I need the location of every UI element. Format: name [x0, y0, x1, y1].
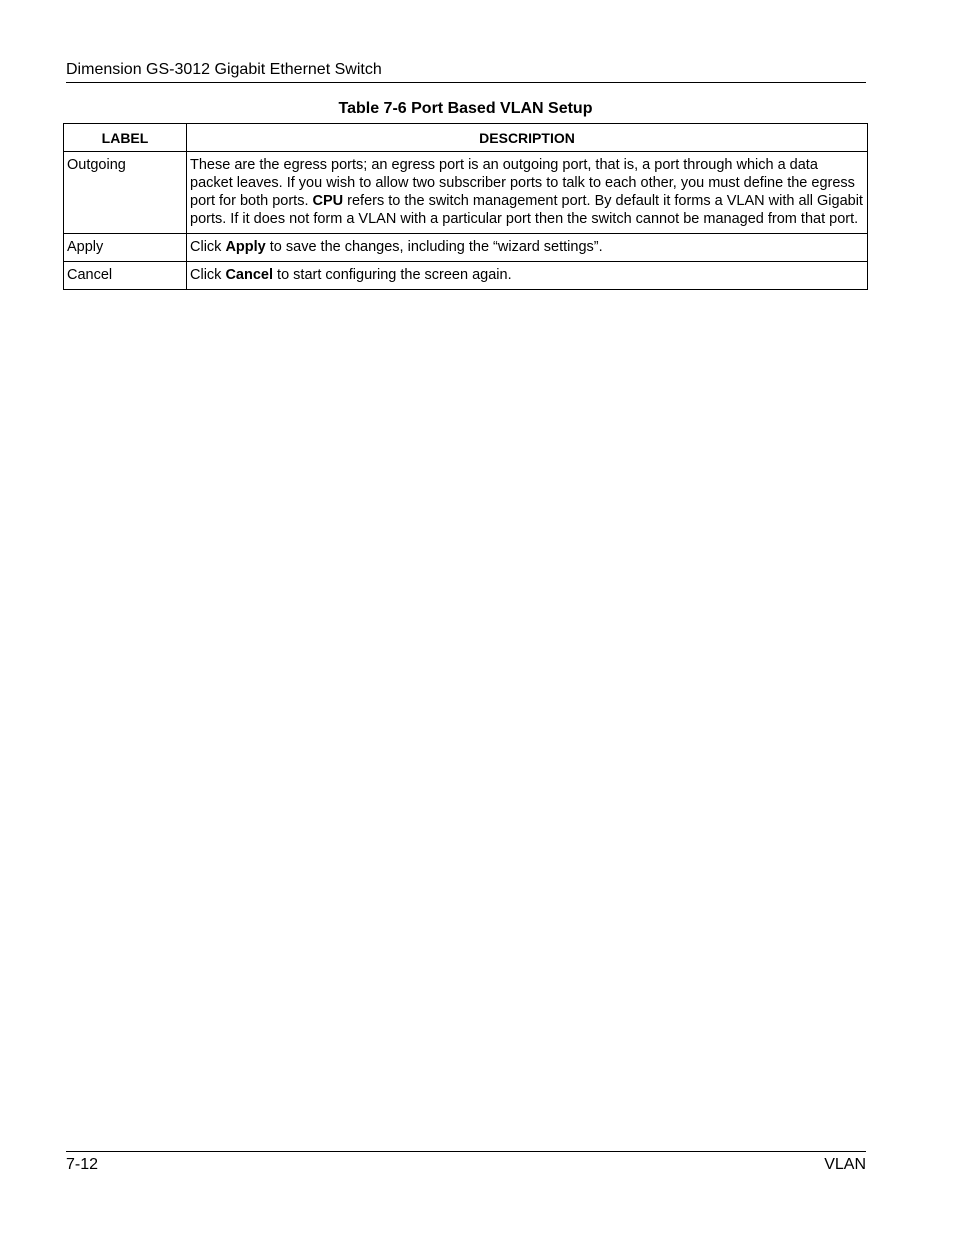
description-bold-term: CPU — [312, 193, 344, 209]
page-number: 7-12 — [66, 1156, 99, 1173]
page-footer — [66, 1151, 866, 1175]
table-caption: Table 7-6 Port Based VLAN Setup — [338, 100, 593, 117]
chapter-name: VLAN — [824, 1156, 866, 1173]
running-header: Dimension GS-3012 Gigabit Ethernet Switch — [66, 60, 866, 83]
row-description-cancel — [187, 262, 868, 290]
table-row — [64, 152, 868, 234]
row-label-outgoing: Outgoing — [64, 152, 187, 234]
table-header-row — [64, 124, 868, 152]
row-description-outgoing — [187, 152, 868, 234]
description-bold-term: Cancel — [225, 267, 274, 283]
description-text: Click — [190, 267, 226, 283]
description-text: to start configuring the screen again. — [273, 267, 512, 283]
description-bold-term: Apply — [225, 239, 266, 255]
table-row — [64, 234, 868, 262]
column-header-label: LABEL — [64, 124, 187, 152]
column-header-description: DESCRIPTION — [187, 124, 868, 152]
row-label-apply: Apply — [64, 234, 187, 262]
port-based-vlan-table — [63, 123, 868, 290]
row-description-apply — [187, 234, 868, 262]
table-row — [64, 262, 868, 290]
description-text: to save the changes, including the “wizard settings”. — [265, 239, 603, 255]
description-text: Click — [190, 239, 226, 255]
row-label-cancel: Cancel — [64, 262, 187, 290]
description-text: refers to the switch management port. By default it forms a VLAN with all Gigabit ports. If it does not form a VLAN with a particular port then the switch cannot be managed from that port. — [190, 193, 863, 227]
description-text: These are the egress ports; an egress port is an outgoing port, that is, a port through which a data packet leaves. If you wish to allow two subscriber ports to talk to each other, you must define the egress port for both ports. — [190, 157, 855, 209]
